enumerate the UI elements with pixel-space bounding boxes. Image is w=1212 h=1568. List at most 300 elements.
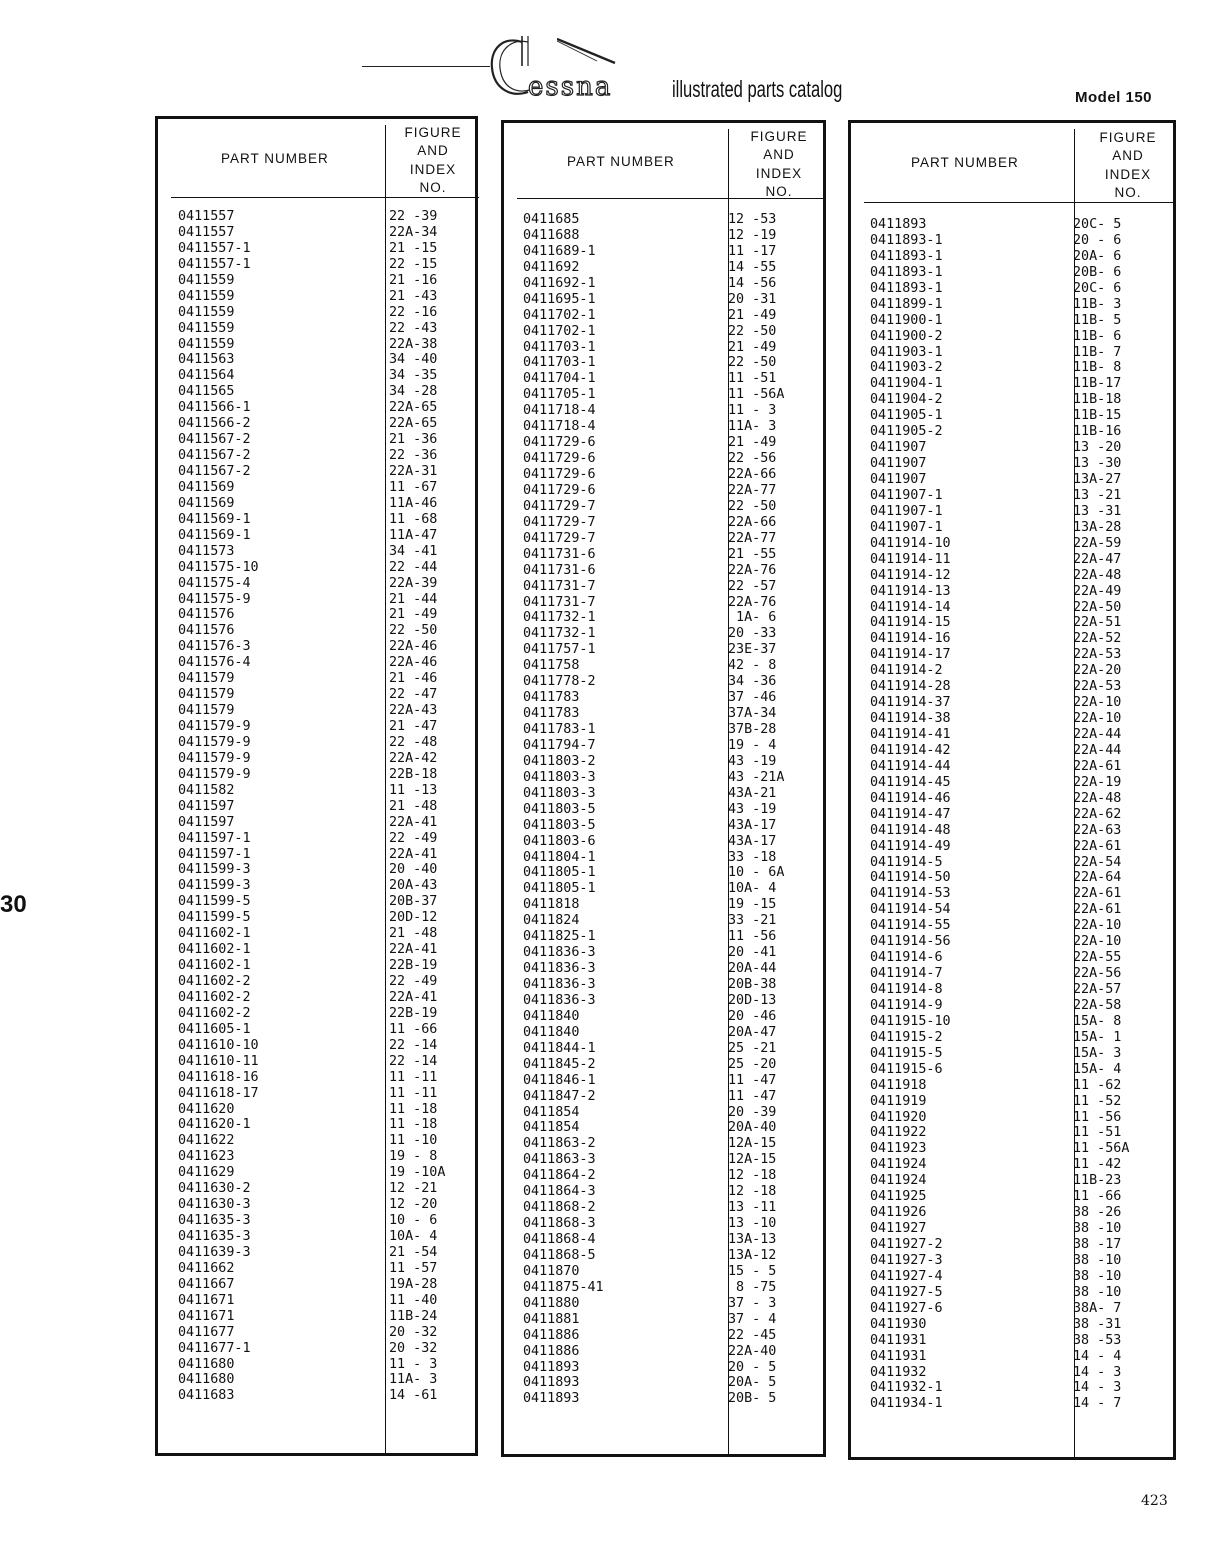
table-row: [870, 727, 1174, 743]
table-row: [178, 400, 478, 416]
parts-column-3: [848, 120, 1176, 1460]
table-row: [178, 1245, 478, 1261]
figure-index-cell: 34 -28: [389, 384, 438, 400]
part-number-cell: 0411630-3: [178, 1197, 251, 1213]
table-row: [523, 1375, 823, 1391]
part-number-cell: 0411576: [178, 607, 235, 623]
part-number-cell: 0411932-1: [870, 1380, 943, 1396]
part-number-cell: 0411905-1: [870, 408, 943, 424]
figure-index-cell: 21 -16: [389, 272, 438, 288]
part-number-cell: 0411599-5: [178, 894, 251, 910]
table-row: [523, 260, 823, 276]
header-divider: [517, 198, 825, 199]
figure-index-cell: 22A-10: [1073, 918, 1122, 934]
header-rule: [362, 66, 490, 67]
figure-index-cell: 22A-48: [1073, 790, 1122, 806]
part-number-cell: 0411667: [178, 1276, 235, 1292]
figure-index-cell: 42 - 8: [728, 658, 777, 674]
table-row: [178, 1261, 478, 1277]
table-row: [870, 1221, 1174, 1237]
figure-index-cell: 37B-28: [728, 722, 777, 737]
table-row: [523, 642, 823, 658]
part-number-cell: 0411680: [178, 1356, 235, 1372]
figure-index-cell: 22A-77: [728, 482, 777, 498]
figure-index-cell: 22A-51: [1073, 615, 1122, 631]
table-row: [523, 626, 823, 642]
part-number-cell: 0411914-53: [870, 886, 951, 902]
figure-index-cell: 11 -18: [389, 1101, 438, 1117]
part-number-cell: 0411559: [178, 320, 235, 336]
table-row: [178, 767, 478, 783]
figure-index-cell: 22 -14: [389, 1037, 438, 1053]
part-number-cell: 0411677-1: [178, 1340, 251, 1356]
table-row: [870, 775, 1174, 791]
part-number-header: PART NUMBER: [221, 151, 329, 166]
table-row: [523, 595, 823, 611]
table-row: [523, 547, 823, 563]
table-row: [178, 926, 478, 942]
table-row: [870, 1301, 1174, 1317]
part-number-cell: 0411576-4: [178, 655, 251, 671]
figure-index-cell: 22A-43: [389, 703, 438, 719]
table-row: [523, 483, 823, 499]
part-number-cell: 0411914-41: [870, 727, 951, 742]
part-number-cell: 0411919: [870, 1093, 927, 1109]
figure-index-cell: 11 -51: [1073, 1125, 1122, 1141]
table-row: [523, 1328, 823, 1344]
table-row: [178, 321, 478, 337]
figure-index-cell: 43 -21A: [728, 769, 785, 785]
header-divider: [864, 202, 1176, 203]
figure-index-cell: 20 -39: [728, 1104, 777, 1120]
table-row: [523, 1168, 823, 1184]
part-number-cell: 0411903-1: [870, 344, 943, 360]
figure-index-cell: 12 -20: [389, 1197, 438, 1213]
table-row: [523, 1089, 823, 1105]
part-number-cell: 0411914-8: [870, 982, 943, 997]
part-number-cell: 0411907: [870, 456, 927, 472]
figure-index-cell: 22A-10: [1073, 934, 1122, 950]
figure-index-cell: 11 -66: [389, 1021, 438, 1037]
table-row: [178, 831, 478, 847]
figure-index-cell: 11B-17: [1073, 376, 1122, 392]
part-number-cell: 0411677: [178, 1324, 235, 1340]
part-number-cell: 0411836-3: [523, 977, 596, 992]
part-number-cell: 0411618-16: [178, 1069, 259, 1085]
table-row: [178, 257, 478, 273]
part-number-cell: 0411932: [870, 1364, 927, 1380]
part-number-cell: 0411729-6: [523, 451, 596, 467]
figure-index-cell: 21 -55: [728, 546, 777, 562]
part-number-cell: 0411847-2: [523, 1088, 596, 1104]
figure-index-cell: 19A-28: [389, 1276, 438, 1292]
part-number-cell: 0411620-1: [178, 1117, 251, 1133]
part-number-cell: 0411576-3: [178, 639, 251, 655]
table-row: [523, 1264, 823, 1280]
part-number-cell: 0411907: [870, 472, 927, 487]
figure-index-cell: 11 -52: [1073, 1093, 1122, 1109]
figure-index-cell: 34 -40: [389, 352, 438, 368]
part-number-cell: 0411914-54: [870, 902, 951, 918]
table-row: [178, 751, 478, 767]
figure-index-cell: 37 -46: [728, 690, 777, 706]
table-row: [523, 387, 823, 403]
part-number-cell: 0411623: [178, 1149, 235, 1165]
part-number-cell: 0411893-1: [870, 280, 943, 296]
figure-index-cell: 22A-46: [389, 639, 438, 655]
part-number-cell: 0411566-2: [178, 416, 251, 432]
part-number-cell: 0411854: [523, 1104, 580, 1120]
figure-index-cell: 22A-34: [389, 224, 438, 240]
table-row: [178, 305, 478, 321]
part-number-cell: 0411731-6: [523, 562, 596, 578]
part-number-cell: 0411602-1: [178, 942, 251, 958]
figure-index-cell: 22A-44: [1073, 742, 1122, 758]
table-row: [523, 292, 823, 308]
part-number-cell: 0411886: [523, 1327, 580, 1343]
table-row: [523, 738, 823, 754]
part-number-cell: 0411618-17: [178, 1085, 259, 1101]
table-row: [523, 929, 823, 945]
part-number-cell: 0411886: [523, 1343, 580, 1359]
figure-index-cell: 22B-18: [389, 766, 438, 782]
figure-index-cell: 22A-19: [1073, 774, 1122, 790]
table-row: [523, 1057, 823, 1073]
figure-index-cell: 20 -40: [389, 862, 438, 878]
table-row: [870, 313, 1174, 329]
table-row: [178, 687, 478, 703]
figure-index-cell: 13 -11: [728, 1200, 777, 1216]
figure-index-cell: 21 -48: [389, 926, 438, 942]
part-number-cell: 0411602-2: [178, 974, 251, 989]
table-row: [523, 1312, 823, 1328]
table-row: [870, 1253, 1174, 1269]
table-row: [870, 440, 1174, 456]
figure-index-cell: 10A- 4: [728, 881, 777, 897]
figure-index-cell: 11 -56A: [1073, 1141, 1130, 1157]
table-row: [178, 1054, 478, 1070]
part-number-header: PART NUMBER: [567, 154, 675, 169]
table-row: [523, 308, 823, 324]
part-number-cell: 0411579: [178, 687, 235, 703]
table-row: [178, 1309, 478, 1325]
figure-index-cell: 13A-27: [1073, 472, 1122, 487]
part-number-cell: 0411868-2: [523, 1200, 596, 1216]
part-number-cell: 0411836-3: [523, 945, 596, 961]
table-row: [178, 1006, 478, 1022]
figure-index-cell: 22A-62: [1073, 806, 1122, 822]
figure-index-cell: 12 -21: [389, 1181, 438, 1197]
table-row: [870, 1125, 1174, 1141]
figure-index-cell: 11 -62: [1073, 1077, 1122, 1093]
figure-index-cell: 22A-39: [389, 575, 438, 591]
figure-index-cell: 14 - 4: [1073, 1348, 1122, 1364]
part-number-cell: 0411705-1: [523, 387, 596, 403]
part-number-cell: 0411907-1: [870, 519, 943, 535]
figure-index-cell: 11 -47: [728, 1072, 777, 1088]
table-row: [870, 233, 1174, 249]
figure-index-cell: 20 -41: [728, 945, 777, 961]
figure-index-cell: 11B-15: [1073, 408, 1122, 424]
table-row: [178, 735, 478, 751]
part-number-cell: 0411565: [178, 384, 235, 400]
part-number-cell: 0411582: [178, 782, 235, 798]
part-number-cell: 0411836-3: [523, 961, 596, 977]
figure-index-cell: 13A-28: [1073, 519, 1122, 535]
table-row: [178, 241, 478, 257]
figure-index-cell: 20A- 6: [1073, 248, 1122, 264]
figure-index-cell: 22A-58: [1073, 997, 1122, 1013]
table-row: [523, 1136, 823, 1152]
figure-index-cell: 11B-24: [389, 1308, 438, 1324]
part-number-cell: 0411914-47: [870, 806, 951, 822]
figure-index-cell: 13 -10: [728, 1216, 777, 1232]
table-row: [870, 1237, 1174, 1253]
part-number-cell: 0411567-2: [178, 464, 251, 479]
figure-index-cell: 14 - 3: [1073, 1380, 1122, 1396]
figure-index-cell: 21 -15: [389, 240, 438, 256]
figure-index-cell: 11 -17: [728, 243, 777, 259]
part-number-cell: 0411731-7: [523, 578, 596, 594]
part-number-cell: 0411575-9: [178, 591, 251, 607]
part-number-cell: 0411914-6: [870, 950, 943, 966]
part-number-cell: 0411868-4: [523, 1232, 596, 1247]
part-number-cell: 0411731-7: [523, 594, 596, 610]
part-number-cell: 0411914-9: [870, 997, 943, 1013]
part-number-cell: 0411599-3: [178, 862, 251, 878]
figure-index-cell: 34 -36: [728, 674, 777, 690]
figure-index-cell: 38 -10: [1073, 1284, 1122, 1300]
part-number-cell: 0411729-7: [523, 514, 596, 530]
table-row: [178, 1070, 478, 1086]
table-row: [870, 759, 1174, 775]
figure-index-cell: 1A- 6: [728, 610, 777, 626]
table-row: [178, 942, 478, 958]
figure-index-cell: 22 -47: [389, 687, 438, 703]
table-row: [870, 249, 1174, 265]
table-row: [178, 1357, 478, 1373]
table-row: [523, 722, 823, 738]
figure-index-cell: 11 -40: [389, 1292, 438, 1308]
table-row: [523, 1360, 823, 1376]
figure-index-cell: 14 -61: [389, 1388, 438, 1404]
table-row: [178, 1372, 478, 1388]
figure-index-cell: 21 -54: [389, 1244, 438, 1260]
part-number-cell: 0411758: [523, 658, 580, 674]
table-row: [523, 1152, 823, 1168]
table-row: [523, 754, 823, 770]
table-row: [870, 1349, 1174, 1365]
part-number-cell: 0411602-2: [178, 989, 251, 1005]
table-row: [523, 786, 823, 802]
table-row: [178, 337, 478, 353]
figure-index-cell: 21 -43: [389, 288, 438, 304]
figure-index-cell: 22A-53: [1073, 679, 1122, 695]
table-row: [870, 1062, 1174, 1078]
part-number-cell: 0411557-1: [178, 256, 251, 272]
table-row: [178, 289, 478, 305]
table-row: [523, 1073, 823, 1089]
table-row: [178, 464, 478, 480]
figure-index-cell: 22 -50: [728, 355, 777, 371]
table-row: [870, 1380, 1174, 1396]
part-number-cell: 0411732-1: [523, 626, 596, 642]
table-row: [523, 913, 823, 929]
part-number-cell: 0411569: [178, 479, 235, 495]
figure-index-cell: 38 -31: [1073, 1316, 1122, 1332]
figure-index-cell: 38 -10: [1073, 1252, 1122, 1268]
table-row: [523, 403, 823, 419]
figure-index-header: FIGURE AND INDEX NO.: [1099, 130, 1157, 200]
part-number-cell: 0411923: [870, 1141, 927, 1157]
table-row: [178, 273, 478, 289]
figure-index-cell: 37 - 3: [728, 1295, 777, 1311]
table-row: [178, 783, 478, 799]
table-row: [178, 974, 478, 990]
figure-index-cell: 20 -32: [389, 1340, 438, 1356]
figure-index-cell: 11B- 8: [1073, 360, 1122, 376]
part-number-cell: 0411579-9: [178, 766, 251, 782]
part-number-cell: 0411927-3: [870, 1252, 943, 1268]
part-number-cell: 0411907-1: [870, 503, 943, 519]
table-row: [178, 560, 478, 576]
figure-index-cell: 21 -47: [389, 719, 438, 734]
table-row: [178, 894, 478, 910]
figure-index-cell: 20B- 5: [728, 1391, 777, 1407]
part-number-cell: 0411915-10: [870, 1013, 951, 1029]
part-number-cell: 0411729-7: [523, 530, 596, 546]
table-row: [870, 520, 1174, 536]
part-number-cell: 0411783: [523, 690, 580, 706]
part-number-cell: 0411803-3: [523, 785, 596, 801]
figure-index-cell: 20A-44: [728, 961, 777, 977]
part-number-cell: 0411597: [178, 798, 235, 814]
figure-index-cell: 22A-10: [1073, 695, 1122, 711]
part-number-cell: 0411805-1: [523, 865, 596, 881]
table-row: [870, 902, 1174, 918]
part-number-cell: 0411904-2: [870, 392, 943, 408]
part-number-cell: 0411602-1: [178, 958, 251, 974]
figure-index-cell: 11 -56: [728, 929, 777, 945]
table-row: [870, 456, 1174, 472]
part-number-cell: 0411864-3: [523, 1184, 596, 1200]
table-row: [523, 674, 823, 690]
figure-index-cell: 11 -56A: [728, 387, 785, 403]
part-number-cell: 0411893-1: [870, 248, 943, 264]
table-row: [178, 719, 478, 735]
table-row: [523, 690, 823, 706]
figure-index-cell: 20A-47: [728, 1024, 777, 1040]
figure-index-cell: 22A-49: [1073, 583, 1122, 599]
part-number-cell: 0411924: [870, 1157, 927, 1173]
table-row: [178, 528, 478, 544]
figure-index-cell: 19 -10A: [389, 1165, 446, 1181]
figure-index-cell: 11 -18: [389, 1117, 438, 1133]
part-number-cell: 0411927-4: [870, 1268, 943, 1284]
part-number-cell: 0411914-56: [870, 934, 951, 950]
figure-index-cell: 22A-41: [389, 814, 438, 830]
row-list: [870, 217, 1174, 1412]
table-row: [523, 977, 823, 993]
part-number-cell: 0411840: [523, 1008, 580, 1024]
table-row: [870, 631, 1174, 647]
table-row: [523, 1216, 823, 1232]
table-row: [178, 209, 478, 225]
part-number-cell: 0411914-44: [870, 758, 951, 774]
part-number-cell: 0411564: [178, 368, 235, 384]
table-row: [870, 886, 1174, 902]
figure-index-cell: 22 -36: [389, 448, 438, 464]
part-number-header: PART NUMBER: [911, 155, 1019, 170]
table-row: [178, 225, 478, 241]
part-number-cell: 0411893-1: [870, 264, 943, 280]
figure-index-cell: 22 -39: [389, 209, 438, 224]
part-number-cell: 0411804-1: [523, 849, 596, 865]
part-number-cell: 0411915-6: [870, 1061, 943, 1077]
part-number-cell: 0411597-1: [178, 830, 251, 846]
row-list: [178, 209, 478, 1404]
figure-index-cell: 38 -10: [1073, 1221, 1122, 1237]
figure-index-cell: 25 -21: [728, 1040, 777, 1056]
figure-index-cell: 22A-41: [389, 846, 438, 862]
figure-index-header: FIGURE AND INDEX NO.: [404, 125, 462, 195]
part-number-cell: 0411566-1: [178, 400, 251, 416]
part-number-cell: 0411914-16: [870, 631, 951, 647]
part-number-cell: 0411662: [178, 1260, 235, 1276]
part-number-cell: 0411803-5: [523, 817, 596, 833]
figure-index-cell: 20 -46: [728, 1008, 777, 1024]
part-number-cell: 0411914-28: [870, 679, 951, 695]
figure-index-cell: 22A-54: [1073, 854, 1122, 870]
table-row: [523, 850, 823, 866]
part-number-cell: 0411914-7: [870, 966, 943, 982]
figure-index-cell: 22 -44: [389, 559, 438, 575]
figure-index-cell: 21 -49: [728, 435, 777, 451]
figure-index-cell: 22 -14: [389, 1053, 438, 1069]
part-number-cell: 0411635-3: [178, 1229, 251, 1244]
figure-index-cell: 11 -66: [1073, 1189, 1122, 1205]
figure-index-cell: 22A-57: [1073, 982, 1122, 997]
part-number-cell: 0411803-3: [523, 769, 596, 785]
figure-index-cell: 8 -75: [728, 1279, 777, 1295]
table-row: [523, 212, 823, 228]
part-number-cell: 0411683: [178, 1388, 235, 1404]
figure-index-cell: 22 -15: [389, 256, 438, 272]
part-number-cell: 0411899-1: [870, 296, 943, 312]
figure-index-cell: 15 - 5: [728, 1263, 777, 1279]
part-number-cell: 0411930: [870, 1316, 927, 1332]
table-row: [870, 281, 1174, 297]
figure-index-cell: 12 -53: [728, 212, 777, 227]
figure-index-cell: 11A- 3: [389, 1372, 438, 1388]
table-row: [870, 679, 1174, 695]
figure-index-cell: 22A-52: [1073, 631, 1122, 647]
part-number-cell: 0411630-2: [178, 1181, 251, 1197]
table-row: [178, 671, 478, 687]
part-number-cell: 0411846-1: [523, 1072, 596, 1088]
table-row: [870, 791, 1174, 807]
table-row: [523, 563, 823, 579]
part-number-cell: 0411757-1: [523, 642, 596, 658]
table-row: [870, 584, 1174, 600]
table-row: [870, 966, 1174, 982]
table-row: [870, 408, 1174, 424]
figure-index-cell: 22 -50: [728, 498, 777, 514]
table-row: [178, 1229, 478, 1245]
table-row: [870, 1094, 1174, 1110]
part-number-cell: 0411602-2: [178, 1005, 251, 1021]
part-number-cell: 0411818: [523, 897, 580, 913]
